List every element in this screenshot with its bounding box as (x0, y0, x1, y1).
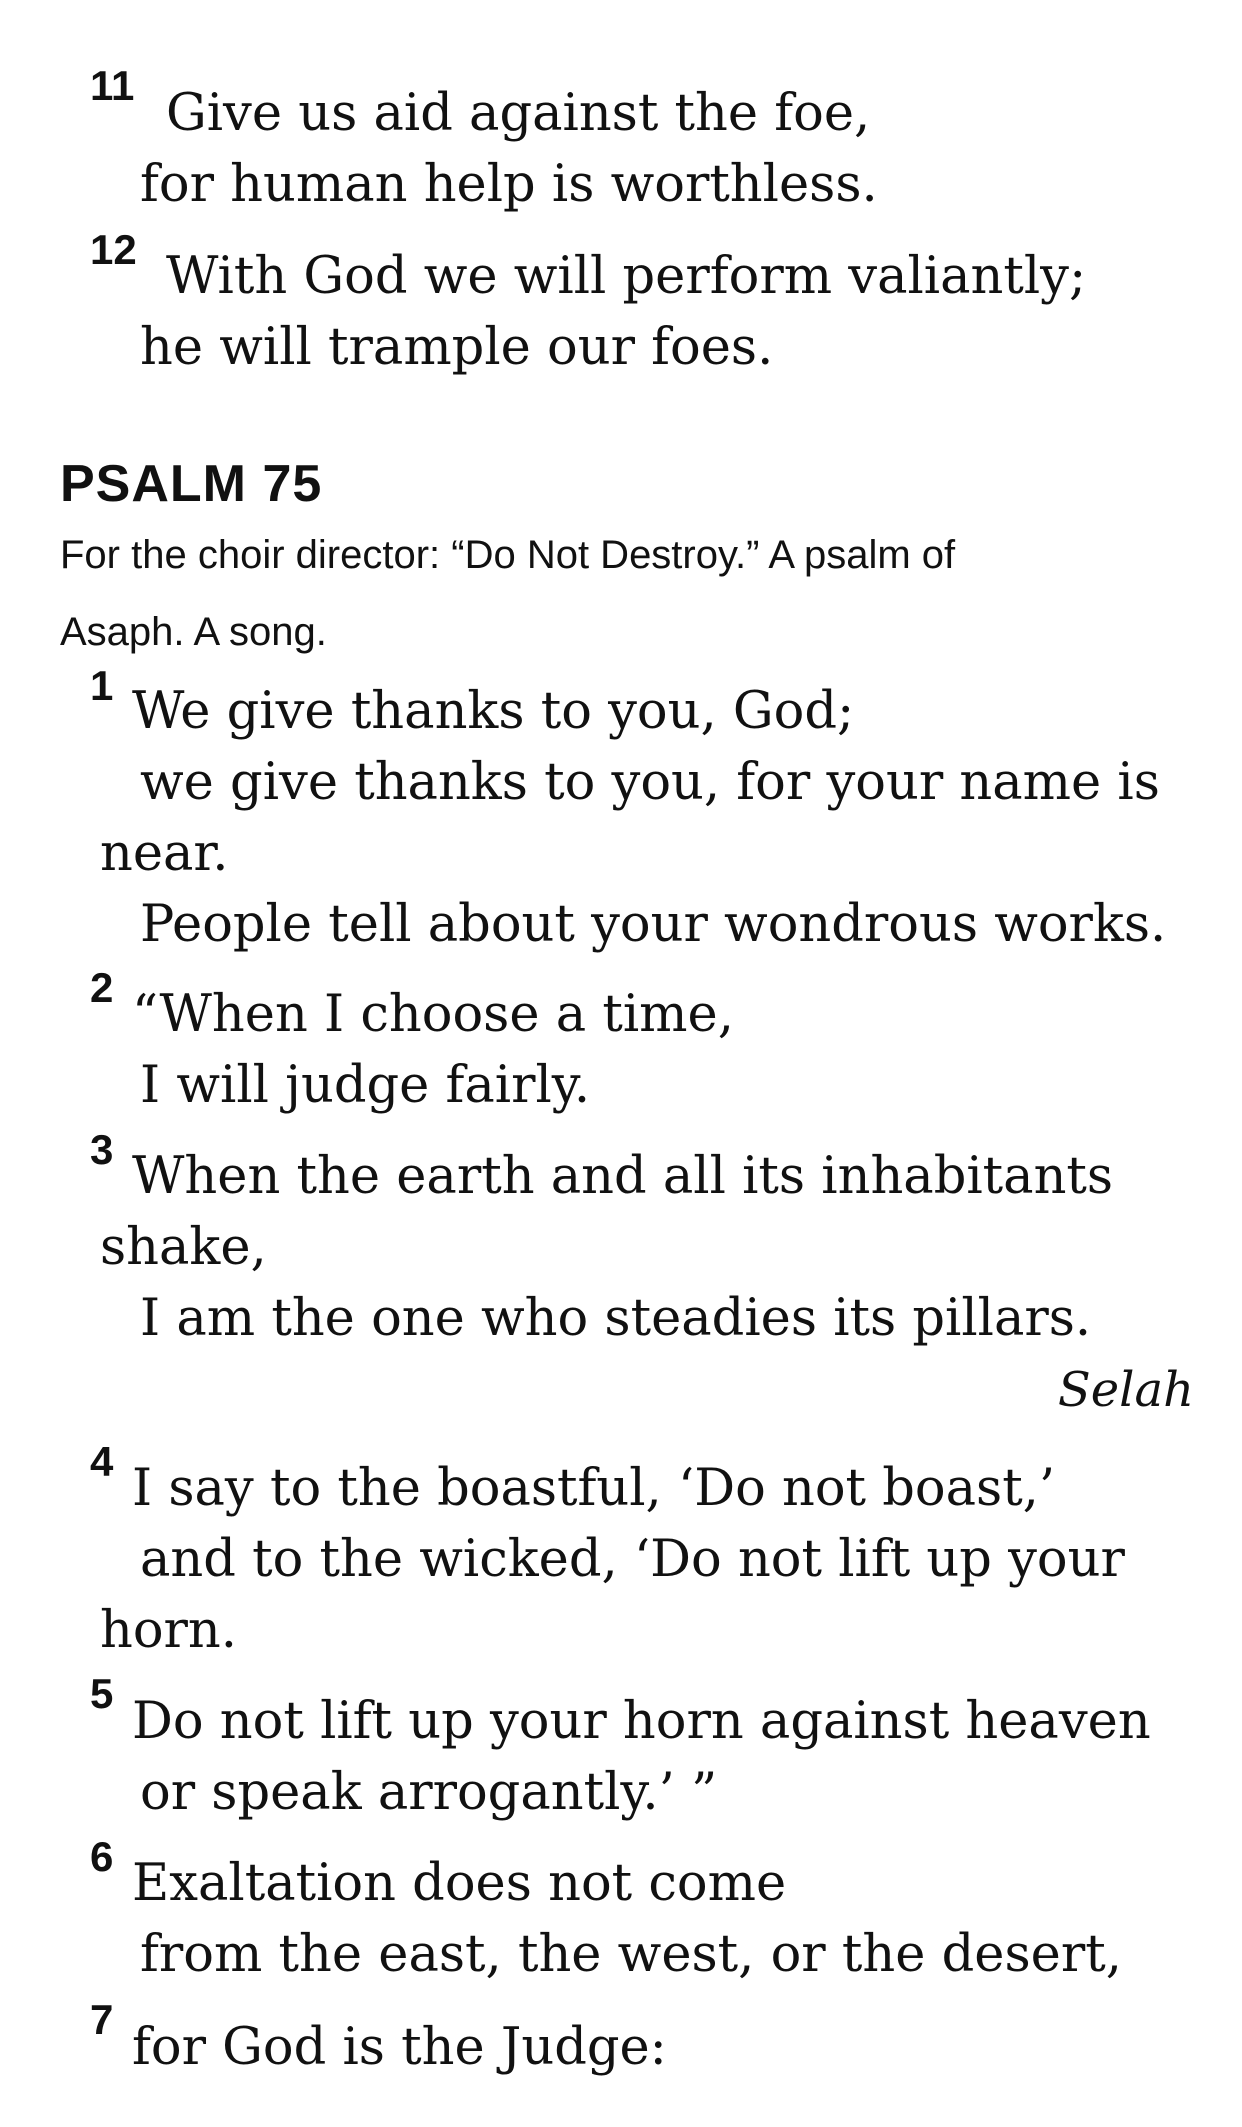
verse-number: 5 (90, 1670, 114, 1717)
selah-marker: Selah (1057, 1362, 1194, 1418)
verse-line: When the earth and all its inhabitants (132, 1147, 1114, 1206)
superscription-line: For the choir director: “Do Not Destroy.” A psalm of (60, 533, 956, 577)
verse-number: 7 (90, 1996, 114, 2043)
verse-line: I will judge fairly. (140, 1056, 591, 1115)
verse-line: With God we will perform valiantly; (166, 247, 1087, 306)
verse-line: People tell about your wondrous works. (140, 895, 1167, 954)
verse-number: 2 (90, 964, 114, 1011)
verse-line: for human help is worthless. (140, 155, 878, 214)
verse-number: 6 (90, 1833, 114, 1880)
verse-line: I am the one who steadies its pillars. (140, 1289, 1092, 1348)
verse-line: or speak arrogantly.’ ” (140, 1763, 718, 1822)
superscription-line: Asaph. A song. (60, 610, 327, 654)
verse-number: 11 (90, 62, 135, 109)
verse-number: 3 (90, 1126, 114, 1173)
verse-number: 4 (90, 1438, 114, 1485)
verse-line: Do not lift up your horn against heaven (132, 1692, 1151, 1751)
verse-line: Give us aid against the foe, (166, 84, 871, 143)
verse-line: “When I choose a time, (132, 985, 734, 1044)
verse-line: shake, (100, 1218, 267, 1277)
verse-line: for God is the Judge: (132, 2018, 667, 2077)
verse-line: We give thanks to you, God; (132, 682, 855, 741)
psalm-title: PSALM 75 (60, 455, 323, 513)
verse-line: we give thanks to you, for your name is (140, 753, 1160, 812)
verse-line: Exaltation does not come (132, 1854, 787, 1913)
verse-line: he will trample our foes. (140, 318, 774, 377)
verse-line: from the east, the west, or the desert, (140, 1925, 1122, 1984)
verse-number: 1 (90, 662, 114, 709)
verse-number: 12 (90, 226, 137, 273)
verse-line: and to the wicked, ‘Do not lift up your (140, 1530, 1125, 1589)
verse-line: I say to the boastful, ‘Do not boast,’ (132, 1459, 1056, 1518)
verse-line: horn. (100, 1601, 237, 1660)
verse-line: near. (100, 824, 229, 883)
